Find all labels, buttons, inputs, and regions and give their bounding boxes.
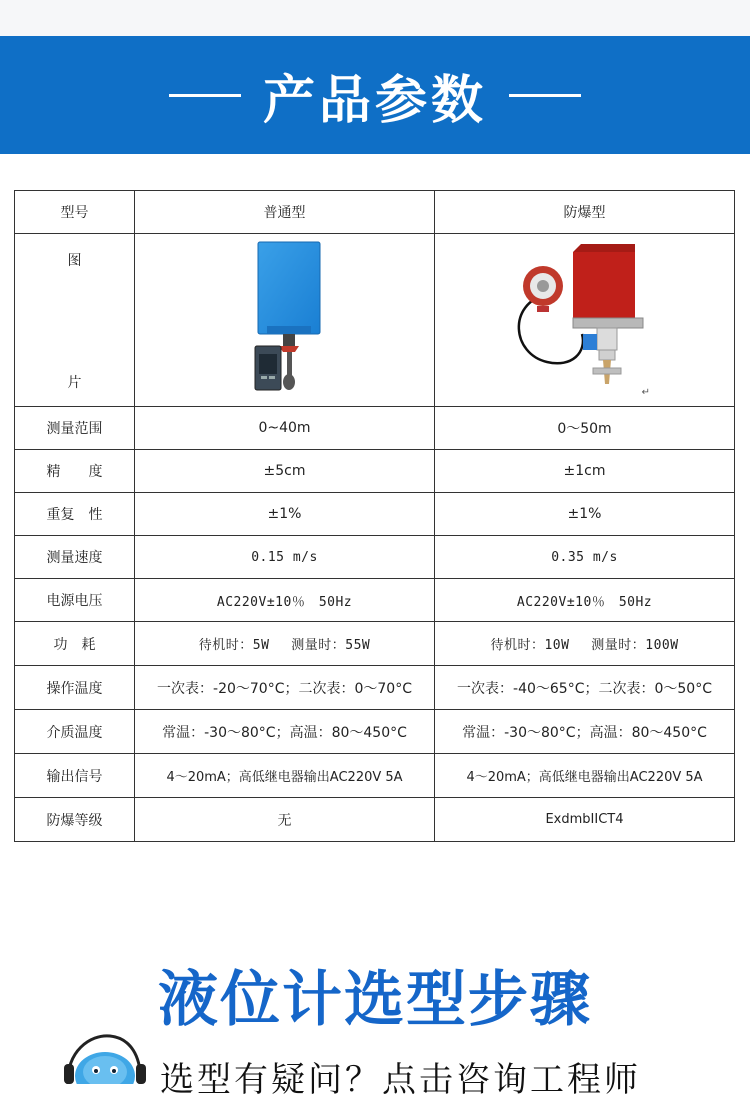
row-value-explosion-proof: ±1cm [435,450,735,493]
row-value-standard: 待机时：5W 测量时：55W [135,622,435,666]
header-explosion-proof: 防爆型 [435,191,735,234]
row-value-explosion-proof: 一次表：-40～65°C；二次表：0～50°C [435,666,735,710]
row-value-standard: 一次表：-20～70°C；二次表：0～70°C [135,666,435,710]
image-label-cell [15,234,135,407]
image-label-top: 图 [67,253,82,269]
params-banner [0,36,750,154]
row-value-standard: 0~40m [135,407,435,450]
row-label: 精 度 [15,450,135,493]
row-value-explosion-proof: 待机时：10W 测量时：100W [435,622,735,666]
row-value-standard: 4～20mA；高低继电器输出AC220V 5A [135,754,435,798]
standard-product-image-cell [135,234,435,407]
explosion-proof-product-image-cell [435,234,735,407]
row-label: 测量范围 [15,407,135,450]
consult-engineer-link[interactable] [60,1030,750,1100]
return-mark: ↵ [641,387,650,398]
row-label: 介质温度 [15,710,135,754]
table-row [15,754,735,798]
table-row [15,579,735,622]
image-row [15,234,735,407]
row-value-standard: ±1% [135,493,435,536]
banner-right-dash [509,94,581,97]
row-label: 输出信号 [15,754,135,798]
spec-table [14,190,735,842]
standard-level-gauge-image [137,234,435,402]
selection-steps-title: 液位计选型步骤 [158,965,592,1035]
row-value-explosion-proof: AC220V±10％ 50Hz [435,579,735,622]
headset-mascot-icon [60,1030,146,1084]
row-label: 操作温度 [15,666,135,710]
row-value-explosion-proof: 常温：-30～80°C；高温：80～450°C [435,710,735,754]
table-row [15,450,735,493]
table-row [15,710,735,754]
row-value-standard: 0.15 m/s [135,536,435,579]
table-row [15,798,735,842]
row-value-explosion-proof: 4～20mA；高低继电器输出AC220V 5A [435,754,735,798]
explosion-proof-level-gauge-image [437,234,735,402]
row-value-explosion-proof: 0～50m [435,407,735,450]
consult-text: 选型有疑问？点击咨询工程师 [160,1060,641,1100]
table-row [15,622,735,666]
header-standard: 普通型 [135,191,435,234]
row-value-explosion-proof: 0.35 m/s [435,536,735,579]
top-strip [0,0,750,36]
row-label: 重复 性 [15,493,135,536]
image-label-bottom: 片 [67,375,82,391]
row-value-explosion-proof: ExdmbIICT4 [435,798,735,842]
table-row [15,536,735,579]
row-value-standard: 常温：-30～80°C；高温：80～450°C [135,710,435,754]
banner-left-dash [169,94,241,97]
header-label: 型号 [15,191,135,234]
row-value-standard: AC220V±10％ 50Hz [135,579,435,622]
row-label: 电源电压 [15,579,135,622]
table-row [15,407,735,450]
table-row [15,493,735,536]
table-row [15,666,735,710]
row-value-standard: 无 [135,798,435,842]
row-value-explosion-proof: ±1% [435,493,735,536]
row-label: 防爆等级 [15,798,135,842]
row-value-standard: ±5cm [135,450,435,493]
row-label: 功 耗 [15,622,135,666]
row-label: 测量速度 [15,536,135,579]
banner-title: 产品参数 [262,70,487,131]
table-header-row [15,191,735,234]
